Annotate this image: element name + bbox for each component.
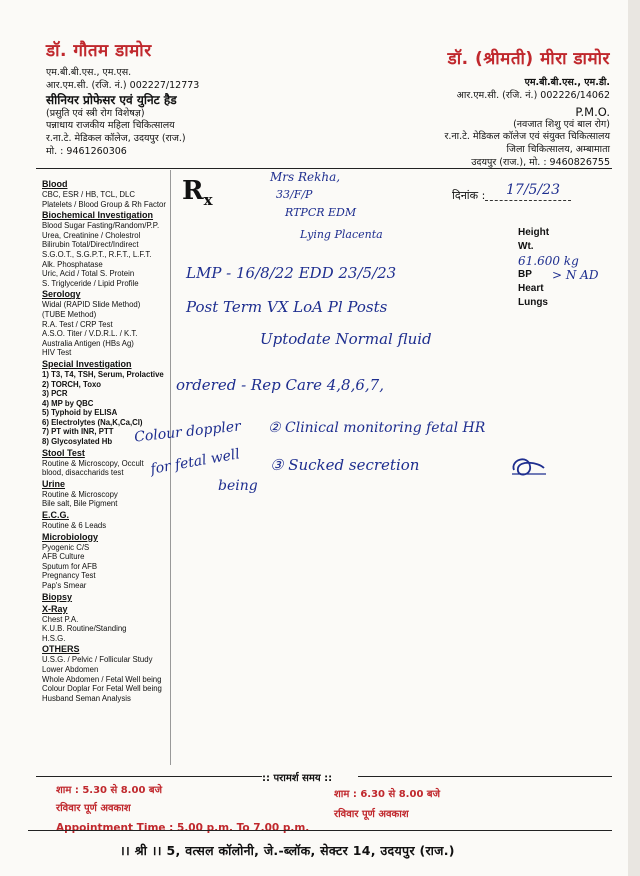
date-underline — [485, 200, 571, 201]
consult-time-label: :: परामर्श समय :: — [262, 773, 333, 784]
sidebar-item: Blood Sugar Fasting/Random/P.P. — [42, 221, 160, 231]
note-ordered: ordered - Rep Care 4,8,6,7, — [176, 376, 384, 394]
left-timing-block — [56, 782, 309, 834]
note-fluid: Uptodate Normal fluid — [260, 330, 432, 348]
doctor-left-degree: एम.बी.बी.एस., एम.एस. — [46, 67, 132, 78]
sidebar-item: 3) PCR — [42, 389, 68, 399]
doctor-right-title: P.M.O. — [575, 104, 610, 119]
sidebar-item: Pap's Smear — [42, 581, 87, 590]
sidebar-item: R.A. Test / CRP Test — [42, 319, 113, 329]
sidebar-item: Husband Seman Analysis — [42, 693, 131, 703]
sidebar-category: Serology — [42, 289, 81, 300]
doctor-left-college: र.ना.टे. मेडिकल कॉलेज, उदयपुर (राज.) — [46, 133, 186, 145]
sidebar-item: Whole Abdomen / Fetal Well being — [42, 674, 162, 684]
heart-label: Heart — [518, 283, 544, 294]
bp-label: BP — [518, 269, 532, 280]
sidebar-item: 1) T3, T4, TSH, Serum, Prolactive — [42, 369, 164, 379]
sidebar-item: 5) Typhoid by ELISA — [42, 408, 118, 418]
appointment-time: Appointment Time : 5.00 p.m. To 7.00 p.m. — [56, 822, 310, 834]
sidebar-item: Routine & Microscopy — [42, 489, 118, 499]
patient-name: Mrs Rekha, — [270, 170, 341, 184]
signature-mark — [508, 452, 548, 482]
height-label: Height — [518, 227, 550, 238]
sidebar-item: 4) MP by QBC — [42, 398, 94, 408]
clinic-address: ।। श्री ।। 5, वत्सल कॉलोनी, जे.-ब्लॉक, सेक्टर 14, उदयपुर (राज.) — [120, 843, 455, 858]
sidebar-category: E.C.G. — [42, 510, 70, 521]
right-evening-time: शाम : 6.30 से 8.00 बजे — [334, 789, 441, 800]
sidebar-category: Microbiology — [42, 531, 98, 542]
sidebar-item: Colour Doplar For Fetal Well being — [42, 684, 162, 694]
rx-symbol: $R_x$ — [182, 176, 213, 210]
sidebar-item: S. Triglyceride / Lipid Profile — [42, 278, 139, 288]
left-evening-time: शाम : 5.30 से 8.00 बजे — [56, 785, 163, 796]
sidebar-item: 7) PT with INR, PTT — [42, 427, 114, 437]
date-value: 17/5/23 — [506, 182, 560, 198]
sidebar-item: 6) Electrolytes (Na,K,Ca,Cl) — [42, 417, 143, 427]
footer-rule-left — [36, 776, 262, 777]
sidebar-category: X-Ray — [42, 603, 68, 614]
sidebar-item: Bile salt, Bile Pigment — [42, 499, 118, 509]
sidebar-item: Widal (RAPID Slide Method) — [42, 300, 141, 310]
doctor-left-hospital: पन्नाधाय राजकीय महिला चिकित्सालय — [46, 120, 175, 132]
sidebar-item: HIV Test — [42, 348, 72, 358]
sidebar-item: Urea, Creatinine / Cholestrol — [42, 230, 141, 240]
sidebar-item: K.U.B. Routine/Standing — [42, 624, 127, 634]
patient-age-sex: 33/F/P — [276, 188, 313, 201]
header-divider — [36, 168, 612, 169]
doctor-right-name: डॉ. (श्रीमती) मीरा डामोर — [447, 49, 610, 69]
sidebar-item: Bilirubin Total/Direct/Indirect — [42, 240, 139, 250]
sidebar-category: Urine — [42, 478, 66, 489]
doctor-right-block — [444, 46, 610, 170]
doctor-right-reg: आर.एम.सी. (रजि. नं.) 002226/14062 — [456, 89, 610, 101]
sidebar-category: Stool Test — [42, 447, 85, 458]
doctor-left-name: डॉ. गौतम डामोर — [46, 41, 152, 61]
doctor-right-hospital: जिला चिकित्सालय, अम्बामाता — [506, 144, 610, 156]
sidebar-item: Uric, Acid / Total S. Protein — [42, 269, 135, 279]
sidebar-item: Sputum for AFB — [42, 561, 98, 571]
sidebar-item: Pregnancy Test — [42, 571, 96, 581]
doctor-left-block — [46, 38, 199, 159]
right-sunday-holiday: रविवार पूर्ण अवकाश — [334, 809, 409, 820]
note-rtpcr: RTPCR EDM — [285, 206, 357, 219]
footer-rule-right — [358, 776, 612, 777]
sidebar-item: Alk. Phosphatase — [42, 259, 103, 269]
sidebar-item: Platelets / Blood Group & Rh Factor — [42, 199, 166, 209]
sidebar-item: CBC, ESR / HB, TCL, DLC — [42, 190, 136, 199]
note-being: being — [218, 478, 258, 494]
note-fetal-well: for fetal well — [149, 446, 242, 478]
sidebar-category: Special Investigation — [42, 358, 132, 369]
sidebar-item: A.S.O. Titer / V.D.R.L. / K.T. — [42, 329, 138, 339]
left-sunday-holiday: रविवार पूर्ण अवकाश — [56, 803, 131, 814]
sidebar-category: Biochemical Investigation — [42, 210, 154, 221]
sidebar-category: Blood — [42, 179, 68, 189]
note-sucked: ③ Sucked secretion — [270, 456, 420, 474]
sidebar-item: 2) TORCH, Toxo — [42, 379, 102, 389]
sidebar-item: H.S.G. — [42, 633, 66, 643]
note-placenta: Lying Placenta — [300, 228, 383, 241]
sidebar-item: blood, disaccharids test — [42, 468, 124, 478]
doctor-right-specialty: (नवजात शिशु एवं बाल रोग) — [513, 118, 610, 130]
sidebar-item: Routine & 6 Leads — [42, 521, 107, 531]
doctor-right-mobile: उदयपुर (राज.), मो. : 9460826755 — [471, 156, 610, 168]
note-post-term: Post Term VX LoA Pl Posts — [186, 298, 388, 316]
weight-label: Wt. 61.600 kg — [518, 241, 579, 268]
sidebar-item: Chest P.A. — [42, 614, 79, 624]
date-label: दिनांक : — [452, 189, 486, 202]
sidebar-category: Biopsy — [42, 591, 73, 602]
weight-value: 61.600 kg — [518, 254, 579, 268]
sidebar-category: OTHERS — [42, 644, 80, 655]
right-timing-block — [334, 786, 440, 820]
sidebar-item: 8) Glycosylated Hb — [42, 437, 113, 447]
note-monitoring: ② Clinical monitoring fetal HR — [268, 420, 486, 436]
note-colour-doppler: Colour doppler — [133, 418, 242, 446]
doctor-left-specialty: (प्रसुति एवं स्त्री रोग विशेषज्ञ) — [46, 107, 145, 119]
footer-divider — [28, 830, 612, 831]
sidebar-item: Routine & Microscopy, Occult — [42, 458, 144, 468]
sidebar-item: U.S.G. / Pelvic / Follicular Study — [42, 655, 153, 665]
doctor-left-mobile: मो. : 9461260306 — [46, 145, 127, 157]
doctor-left-reg: आर.एम.सी. (रजि. नं.) 002227/12773 — [46, 79, 200, 91]
sidebar-item: Australia Antigen (HBs Ag) — [42, 338, 134, 348]
note-lmp-edd: LMP - 16/8/22 EDD 23/5/23 — [186, 264, 397, 282]
doctor-right-degree: एम.बी.बी.एस., एम.डी. — [524, 77, 610, 88]
heart-lungs-value: > N AD — [552, 268, 599, 282]
sidebar-item: S.G.O.T., S.G.P.T., R.F.T., L.F.T. — [42, 249, 152, 259]
doctor-left-title: सीनियर प्रोफेसर एवं युनिट हैड — [46, 92, 177, 107]
sidebar-item: Lower Abdomen — [42, 664, 99, 674]
doctor-right-college: र.ना.टे. मेडिकल कॉलेज एवं संयुक्त चिकित्सालय — [444, 131, 610, 143]
sidebar-item: Pyogenic C/S — [42, 542, 90, 552]
sidebar-item: AFB Culture — [42, 552, 85, 562]
sidebar-item: (TUBE Method) — [42, 309, 97, 319]
lungs-label: Lungs — [518, 297, 548, 308]
